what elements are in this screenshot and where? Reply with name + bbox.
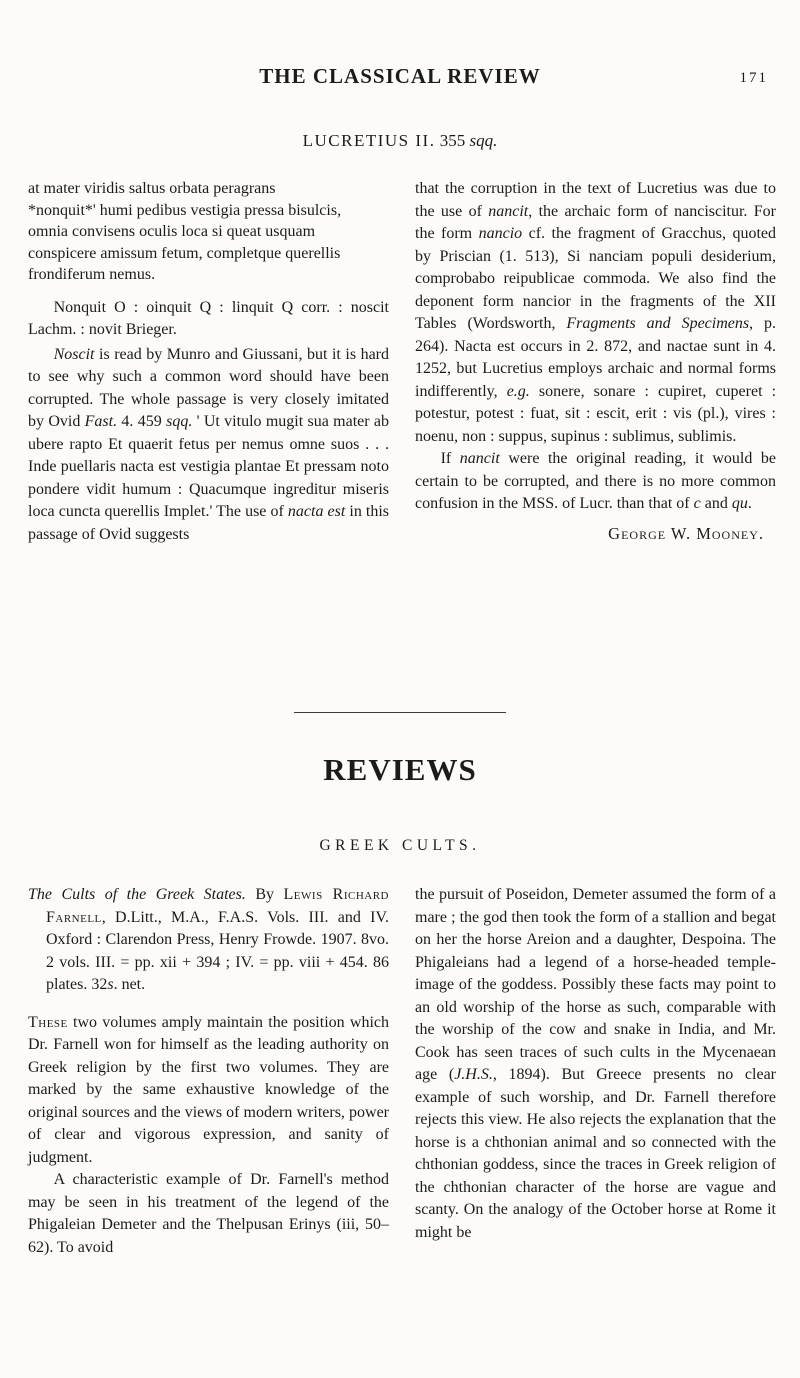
article-right-paragraph-2: If nancit were the original reading, it would be certain to be corrupted, and there is no more common confusion in the MSS. of Lucr. than that of c and qu. <box>415 450 776 512</box>
verse-block <box>28 178 389 286</box>
article-title-ref: 355 <box>435 131 470 150</box>
section-divider-rule <box>294 712 506 713</box>
review-right-paragraph: the pursuit of Poseidon, Demeter assumed the form of a mare ; the god then took the form of a stallion and begat on her the horse Areion and a daughter, Despoina. The Phigaleians had a legend of a horse-headed temple-image of the goddess. Possibly these facts may point to an old worship of the horse as such, comparable with the worship of the cow and snake in India, and Mr. Cook has seen traces of such cults in the Mycenaean age (J.H.S., 1894). But Greece presents no clear example of such worship, and Dr. Farnell therefore rejects this view. He also rejects the explanation that the horse is a chthonian animal and so connected with the chthonian goddess, since the traces in Greek religion of the chthonian character of the horse are vague and scanty. On the analogy of the October horse at Rome it might be <box>415 886 776 1241</box>
review-section-heading: GREEK CULTS. <box>319 837 481 854</box>
author-signature: George W. Mooney. <box>608 523 764 543</box>
reviews-heading: REVIEWS <box>323 752 477 787</box>
review-left-paragraph-1: These two volumes amply maintain the position which Dr. Farnell won for himself as the leading authority on Greek religion by the first two volumes. They are marked by the same exhaustive knowledge of the original sources and the views of modern writers, power of clear and vigorous expression, and sanity of judgment. <box>28 1013 389 1166</box>
verse-line: at mater viridis saltus orbata peragrans <box>28 180 276 197</box>
article-right-paragraph-1: that the corruption in the text of Lucretius was due to the use of nancit, the archaic form of nanciscitur. For the form nancio cf. the fragment of Gracchus, quoted by Priscian (1. 513), Si nanciam populi desiderium, comprobabo reipublicae commoda. We also find the deponent form nancior in the fragments of the XII Tables (Wordsworth, Fragments and Specimens, p. 264). Nacta est occurs in 2. 872, and nactae sunt in 4. 1252, but Lucretius employs archaic and normal forms indifferently, e.g. sonere, sonare : cupiret, cuperet : potestur, potest : fuat, sit : escit, erit : vis (pl.), vires : noenu, non : suppus, supinus : sublimus, sublimis. <box>415 180 777 445</box>
verse-line: *nonquit*' humi pedibus vestigia pressa bisulcis, <box>28 201 342 219</box>
verse-line: omnia convisens oculis loca si queat usquam <box>28 223 316 240</box>
article-title <box>0 131 800 151</box>
journal-title: THE CLASSICAL REVIEW <box>259 64 541 88</box>
article-right-column <box>415 178 776 546</box>
article-columns <box>28 178 776 546</box>
bibliographic-entry: The Cults of the Greek States. By Lewis Richard Farnell, D.Litt., M.A., F.A.S. Vols. III. and IV. Oxford : Clarendon Press, Henry Frowde. 1907. 8vo. 2 vols. III. = pp. xii + 394 ; IV. = pp. viii + 454. 86 plates. 32s. net. <box>28 886 390 993</box>
review-right-column <box>415 884 776 1259</box>
review-left-paragraph-2: A characteristic example of Dr. Farnell's method may be seen in his treatment of the legend of the Phigaleian Demeter and the Thelpusan Erinys (iii, 50–62). To avoid <box>28 1171 389 1256</box>
page-number: 171 <box>739 70 768 86</box>
apparatus-note: Nonquit O : oinquit Q : linquit Q corr. : noscit Lachm. : novit Brieger. <box>28 298 389 338</box>
verse-line: conspicere amissum fetum, completque querellis <box>28 244 341 262</box>
review-columns <box>28 884 776 1259</box>
article-title-abbr: sqq. <box>469 131 498 150</box>
article-left-paragraph: Noscit is read by Munro and Giussani, but it is hard to see why such a common word should have been corrupted. The whole passage is very closely imitated by Ovid Fast. 4. 459 sqq. ' Ut vitulo mugit sua mater ab ubere rapto Et quaerit fetus per nemus omne suos . . . Inde puellaris nacta est vestigia plantae Et pressam noto pondere vidit humum : Quacumque ingreditur miseris loca cuncta querellis Implet.' The use of nacta est in this passage of Ovid suggests <box>28 345 390 543</box>
verse-line: frondiferum nemus. <box>28 266 156 283</box>
article-title-name: LUCRETIUS II. <box>302 131 436 150</box>
article-left-column <box>28 178 389 546</box>
review-left-column <box>28 884 389 1259</box>
